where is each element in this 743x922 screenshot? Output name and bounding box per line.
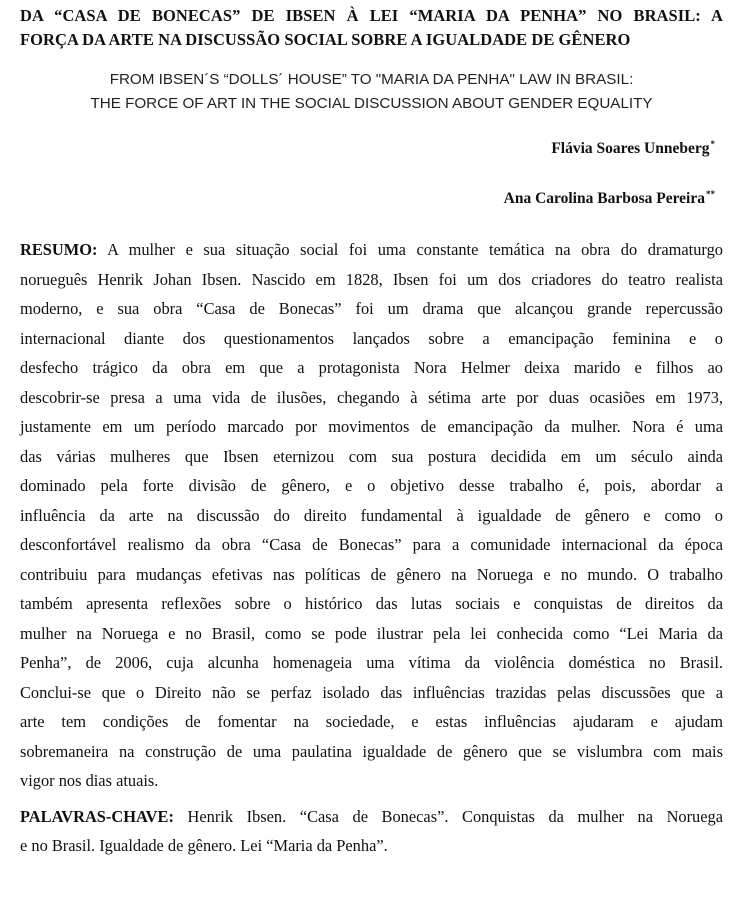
abstract-line: também apresenta reflexões sobre o histórico das lutas sociais e conquistas de direitos da [20,594,723,613]
abstract-line: desconfortável realismo da obra “Casa de Bonecas” para a comunidade internacional da época [20,535,723,554]
author-1 [20,139,723,159]
keywords-line-1: PALAVRAS-CHAVE: Henrik Ibsen. “Casa de Bonecas”. Conquistas da mulher na Noruega [20,806,723,826]
author-2 [20,189,723,209]
abstract-line: influência da arte na discussão do direito fundamental à igualdade de gênero e como o [20,505,723,525]
keywords-label: PALAVRAS-CHAVE: [20,806,174,826]
abstract-line: mulher na Noruega e no Brasil, como se pode ilustrar pela lei conhecida como “Lei Maria da [20,623,723,643]
author-1-footnote-mark[interactable]: * [710,138,715,149]
abstract-line: RESUMO: A mulher e sua situação social foi uma constante temática na obra do dramaturgo [20,240,723,259]
abstract-line: norueguês Henrik Johan Ibsen. Nascido em 1828, Ibsen foi um dos criadores do teatro realista [20,269,723,289]
author-1-name: Flávia Soares Unneberg [551,140,710,157]
abstract-line: Conclui-se que o Direito não se perfaz isolado das influências trazidas pelas discussões que a [20,682,723,702]
title-portuguese [20,0,723,52]
abstract-line: moderno, e sua obra “Casa de Bonecas” foi um drama que alcançou grande repercussão [20,299,723,318]
abstract-line: das várias mulheres que Ibsen eternizou com sua postura decidida em um século ainda [20,446,723,466]
title-portuguese-line-1: DA “CASA DE BONECAS” DE IBSEN À LEI “MARIA DA PENHA” NO BRASIL: A [20,6,723,25]
abstract-line: descobrir-se presa a uma vida de ilusões, chegando à sétima arte por duas ocasiões em 1973, [20,387,723,407]
abstract-line: Penha”, de 2006, cuja alcunha homenageia uma vítima da violência doméstica no Brasil. [20,653,723,672]
abstract-line: justamente em um período marcado por movimentos de emancipação da mulher. Nora é uma [20,417,723,436]
abstract-line: desfecho trágico da obra em que a protagonista Nora Helmer deixa marido e filhos ao [20,358,723,377]
author-2-name: Ana Carolina Barbosa Pereira [503,190,705,207]
abstract-line: contribuiu para mudanças efetivas nas políticas de gênero na Noruega e no mundo. O trabalho [20,564,723,584]
abstract-line: internacional diante dos questionamentos lançados sobre a emancipação feminina e o [20,328,723,348]
title-portuguese-line-2: FORÇA DA ARTE NA DISCUSSÃO SOCIAL SOBRE A IGUALDADE DE GÊNERO [20,30,631,49]
keywords-line-2: e no Brasil. Igualdade de gênero. Lei “Maria da Penha”. [20,836,388,855]
title-english-line-1: FROM IBSEN´S “DOLLS´ HOUSE” TO "MARIA DA PENHA" LAW IN BRASIL: [109,71,634,88]
abstract-line: dominado pela forte divisão de gênero, e o objetivo desse trabalho é, pois, abordar a [20,476,723,495]
abstract-label: RESUMO: [20,240,98,259]
abstract-line: arte tem condições de fomentar na sociedade, e estas influências ajudaram e ajudam [20,712,723,731]
abstract-line: vigor nos dias atuais. [20,771,159,790]
abstract [20,235,723,796]
keywords [20,802,723,861]
title-english [20,68,723,116]
title-english-line-2: THE FORCE OF ART IN THE SOCIAL DISCUSSION ABOUT GENDER EQUALITY [90,95,653,112]
abstract-line: sobremaneira na construção de uma paulatina igualdade de gênero que se vislumbra com mais [20,741,723,761]
author-2-footnote-mark[interactable]: ** [706,188,715,199]
